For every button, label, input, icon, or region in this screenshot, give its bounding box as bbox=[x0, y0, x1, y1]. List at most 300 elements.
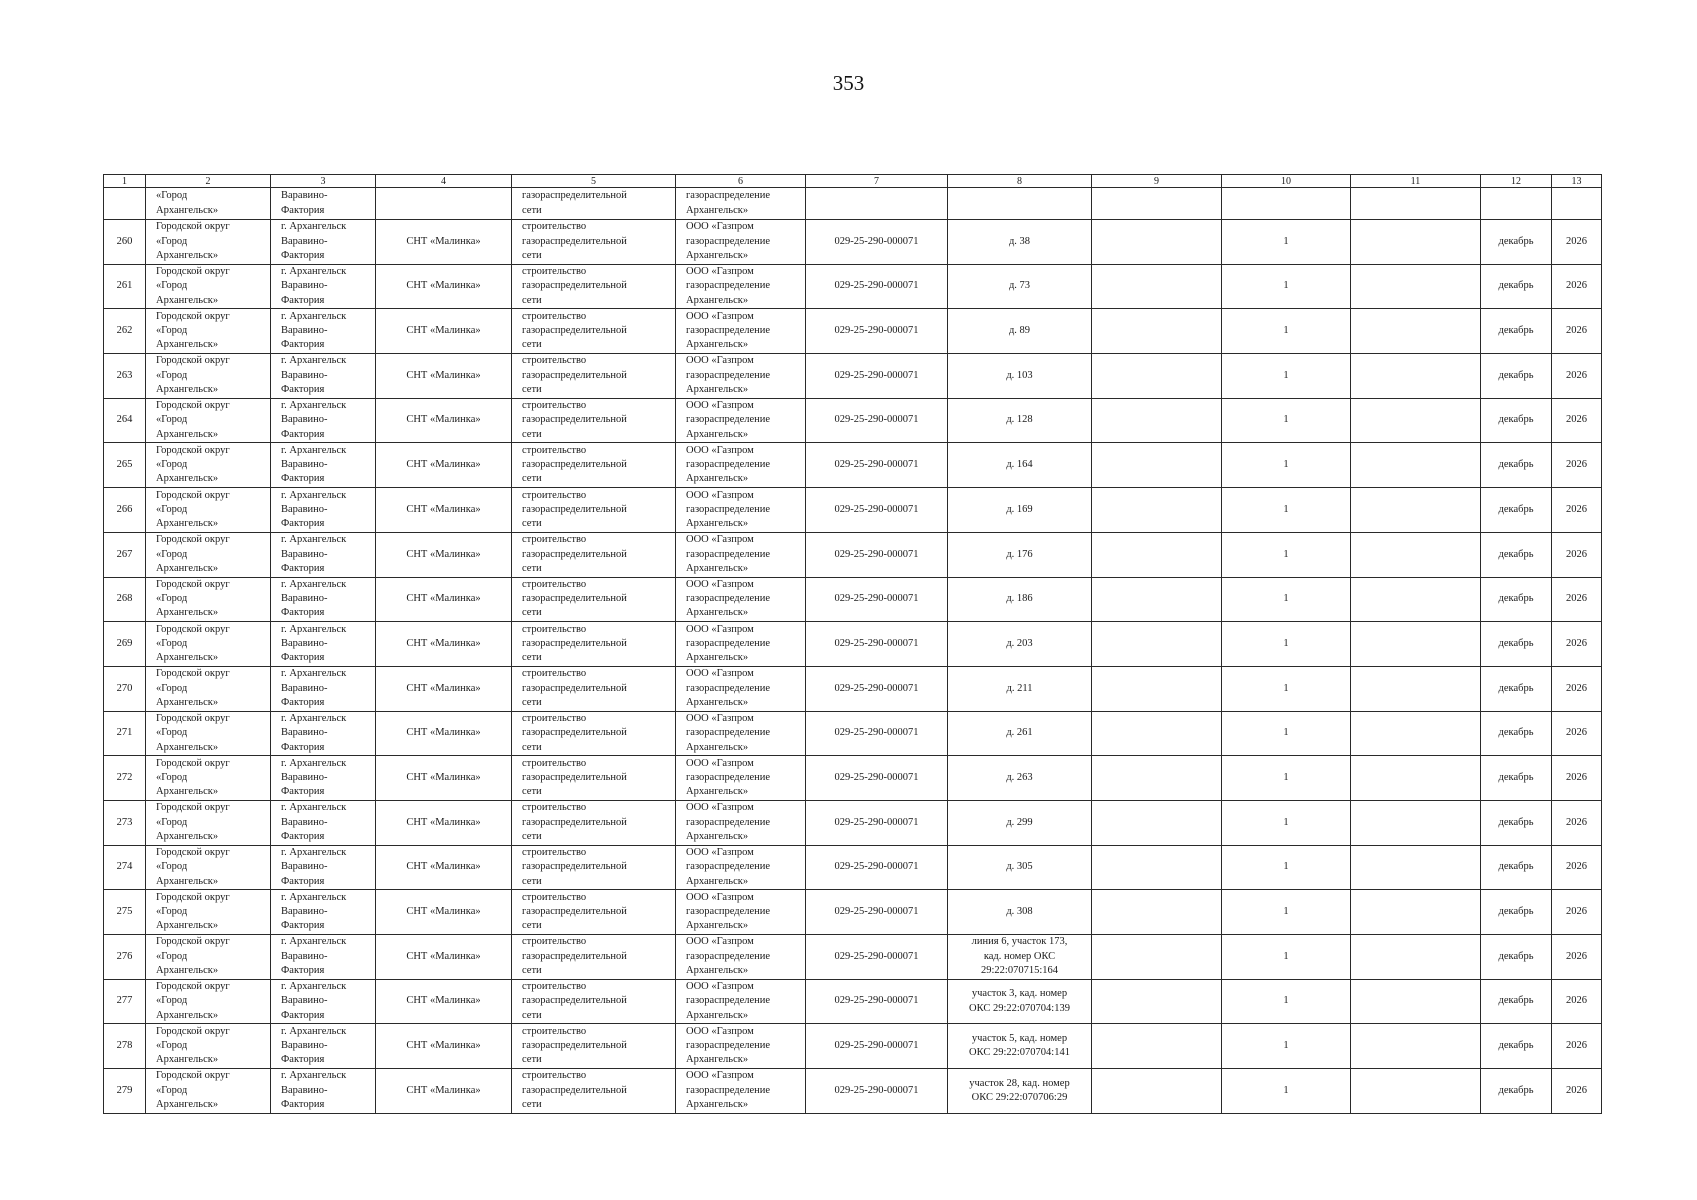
cell-locality: г. Архангельск Варавино- Фактория bbox=[271, 935, 376, 980]
cell-quantity: 1 bbox=[1222, 666, 1351, 711]
cell-address: д. 263 bbox=[948, 756, 1092, 801]
table-row bbox=[104, 845, 1602, 890]
cell-quantity: 1 bbox=[1222, 488, 1351, 533]
cell-row-number: 263 bbox=[104, 354, 146, 399]
cell-col-9 bbox=[1092, 890, 1222, 935]
cell-object: СНТ «Малинка» bbox=[376, 577, 512, 622]
table-row bbox=[104, 890, 1602, 935]
cell-organization: ООО «Газпром газораспределение Архангельск» bbox=[676, 264, 806, 309]
cell-quantity: 1 bbox=[1222, 845, 1351, 890]
cell-work-type: строительство газораспределительной сети bbox=[512, 264, 676, 309]
cell-col-9 bbox=[1092, 532, 1222, 577]
cell-col-9 bbox=[1092, 935, 1222, 980]
cell-object: СНТ «Малинка» bbox=[376, 1069, 512, 1114]
cell-address: д. 73 bbox=[948, 264, 1092, 309]
cell-year: 2026 bbox=[1552, 443, 1602, 488]
cell-address: д. 128 bbox=[948, 398, 1092, 443]
cell-organization: газораспределение Архангельск» bbox=[676, 188, 806, 220]
cell-code: 029-25-290-000071 bbox=[806, 532, 948, 577]
cell-locality: г. Архангельск Варавино- Фактория bbox=[271, 979, 376, 1024]
cell-col-11 bbox=[1351, 220, 1481, 265]
cell-code: 029-25-290-000071 bbox=[806, 666, 948, 711]
cell-object: СНТ «Малинка» bbox=[376, 800, 512, 845]
cell-organization: ООО «Газпром газораспределение Архангельск» bbox=[676, 800, 806, 845]
table-row bbox=[104, 711, 1602, 756]
cell-col-9 bbox=[1092, 264, 1222, 309]
table-row bbox=[104, 1024, 1602, 1069]
cell-address: д. 89 bbox=[948, 309, 1092, 354]
cell-year: 2026 bbox=[1552, 756, 1602, 801]
cell-year: 2026 bbox=[1552, 354, 1602, 399]
cell-locality: г. Архангельск Варавино- Фактория bbox=[271, 264, 376, 309]
cell-work-type: строительство газораспределительной сети bbox=[512, 935, 676, 980]
cell-row-number: 279 bbox=[104, 1069, 146, 1114]
cell-col-11 bbox=[1351, 845, 1481, 890]
cell-col-9 bbox=[1092, 622, 1222, 667]
cell-municipality: Городской округ «Город Архангельск» bbox=[146, 756, 271, 801]
cell-quantity: 1 bbox=[1222, 800, 1351, 845]
cell-organization: ООО «Газпром газораспределение Архангельск» bbox=[676, 577, 806, 622]
cell-locality: г. Архангельск Варавино- Фактория bbox=[271, 711, 376, 756]
cell-col-9 bbox=[1092, 800, 1222, 845]
cell-organization: ООО «Газпром газораспределение Архангельск» bbox=[676, 1069, 806, 1114]
cell-object: СНТ «Малинка» bbox=[376, 532, 512, 577]
cell-object: СНТ «Малинка» bbox=[376, 309, 512, 354]
cell-row-number: 271 bbox=[104, 711, 146, 756]
table-header-row bbox=[104, 175, 1602, 188]
cell-municipality: Городской округ «Город Архангельск» bbox=[146, 354, 271, 399]
cell-municipality: Городской округ «Город Архангельск» bbox=[146, 577, 271, 622]
cell-year: 2026 bbox=[1552, 532, 1602, 577]
cell-address: участок 3, кад. номер ОКС 29:22:070704:139 bbox=[948, 979, 1092, 1024]
cell-object: СНТ «Малинка» bbox=[376, 1024, 512, 1069]
cell-col-9 bbox=[1092, 443, 1222, 488]
cell-object: СНТ «Малинка» bbox=[376, 845, 512, 890]
cell-code: 029-25-290-000071 bbox=[806, 622, 948, 667]
table-row bbox=[104, 756, 1602, 801]
page-number: 353 bbox=[832, 71, 865, 95]
cell-work-type: строительство газораспределительной сети bbox=[512, 622, 676, 667]
cell-row-number: 266 bbox=[104, 488, 146, 533]
cell-work-type: строительство газораспределительной сети bbox=[512, 220, 676, 265]
cell-row-number: 270 bbox=[104, 666, 146, 711]
cell-year: 2026 bbox=[1552, 1024, 1602, 1069]
cell-month: декабрь bbox=[1481, 890, 1552, 935]
cell-quantity bbox=[1222, 188, 1351, 220]
cell-month: декабрь bbox=[1481, 309, 1552, 354]
cell-locality: Варавино- Фактория bbox=[271, 188, 376, 220]
cell-year: 2026 bbox=[1552, 622, 1602, 667]
table-row bbox=[104, 1069, 1602, 1114]
cell-organization: ООО «Газпром газораспределение Архангельск» bbox=[676, 532, 806, 577]
table-row bbox=[104, 800, 1602, 845]
cell-object: СНТ «Малинка» bbox=[376, 443, 512, 488]
table-row bbox=[104, 666, 1602, 711]
cell-locality: г. Архангельск Варавино- Фактория bbox=[271, 398, 376, 443]
cell-col-11 bbox=[1351, 756, 1481, 801]
cell-organization: ООО «Газпром газораспределение Архангельск» bbox=[676, 220, 806, 265]
cell-municipality: Городской округ «Город Архангельск» bbox=[146, 1069, 271, 1114]
cell-year: 2026 bbox=[1552, 220, 1602, 265]
cell-locality: г. Архангельск Варавино- Фактория bbox=[271, 800, 376, 845]
cell-col-9 bbox=[1092, 354, 1222, 399]
cell-locality: г. Архангельск Варавино- Фактория bbox=[271, 220, 376, 265]
cell-organization: ООО «Газпром газораспределение Архангельск» bbox=[676, 666, 806, 711]
cell-col-11 bbox=[1351, 1024, 1481, 1069]
table-row bbox=[104, 622, 1602, 667]
cell-locality: г. Архангельск Варавино- Фактория bbox=[271, 532, 376, 577]
cell-quantity: 1 bbox=[1222, 220, 1351, 265]
cell-col-11 bbox=[1351, 890, 1481, 935]
cell-year: 2026 bbox=[1552, 577, 1602, 622]
cell-address: д. 305 bbox=[948, 845, 1092, 890]
cell-col-11 bbox=[1351, 443, 1481, 488]
cell-col-11 bbox=[1351, 577, 1481, 622]
column-header: 2 bbox=[146, 175, 271, 188]
cell-code: 029-25-290-000071 bbox=[806, 264, 948, 309]
cell-year: 2026 bbox=[1552, 979, 1602, 1024]
cell-work-type: строительство газораспределительной сети bbox=[512, 890, 676, 935]
cell-row-number: 275 bbox=[104, 890, 146, 935]
cell-row-number: 274 bbox=[104, 845, 146, 890]
column-header: 6 bbox=[676, 175, 806, 188]
cell-col-11 bbox=[1351, 532, 1481, 577]
cell-month: декабрь bbox=[1481, 488, 1552, 533]
cell-organization: ООО «Газпром газораспределение Архангельск» bbox=[676, 979, 806, 1024]
cell-col-11 bbox=[1351, 979, 1481, 1024]
cell-code: 029-25-290-000071 bbox=[806, 309, 948, 354]
cell-month: декабрь bbox=[1481, 1069, 1552, 1114]
cell-row-number: 273 bbox=[104, 800, 146, 845]
cell-month: декабрь bbox=[1481, 354, 1552, 399]
cell-col-9 bbox=[1092, 666, 1222, 711]
cell-work-type: строительство газораспределительной сети bbox=[512, 1024, 676, 1069]
cell-year: 2026 bbox=[1552, 309, 1602, 354]
cell-quantity: 1 bbox=[1222, 1024, 1351, 1069]
cell-month bbox=[1481, 188, 1552, 220]
table-row bbox=[104, 309, 1602, 354]
cell-municipality: Городской округ «Город Архангельск» bbox=[146, 488, 271, 533]
cell-locality: г. Архангельск Варавино- Фактория bbox=[271, 488, 376, 533]
cell-organization: ООО «Газпром газораспределение Архангельск» bbox=[676, 756, 806, 801]
cell-organization: ООО «Газпром газораспределение Архангельск» bbox=[676, 711, 806, 756]
cell-address: д. 103 bbox=[948, 354, 1092, 399]
cell-locality: г. Архангельск Варавино- Фактория bbox=[271, 890, 376, 935]
cell-locality: г. Архангельск Варавино- Фактория bbox=[271, 845, 376, 890]
cell-address: д. 299 bbox=[948, 800, 1092, 845]
cell-code: 029-25-290-000071 bbox=[806, 443, 948, 488]
table-row bbox=[104, 354, 1602, 399]
column-header: 4 bbox=[376, 175, 512, 188]
column-header: 8 bbox=[948, 175, 1092, 188]
cell-month: декабрь bbox=[1481, 264, 1552, 309]
cell-address: д. 169 bbox=[948, 488, 1092, 533]
cell-col-9 bbox=[1092, 1069, 1222, 1114]
cell-col-9 bbox=[1092, 577, 1222, 622]
cell-code bbox=[806, 188, 948, 220]
cell-code: 029-25-290-000071 bbox=[806, 354, 948, 399]
cell-address: д. 203 bbox=[948, 622, 1092, 667]
cell-code: 029-25-290-000071 bbox=[806, 845, 948, 890]
cell-object: СНТ «Малинка» bbox=[376, 398, 512, 443]
cell-quantity: 1 bbox=[1222, 622, 1351, 667]
cell-organization: ООО «Газпром газораспределение Архангельск» bbox=[676, 398, 806, 443]
cell-code: 029-25-290-000071 bbox=[806, 488, 948, 533]
cell-work-type: строительство газораспределительной сети bbox=[512, 488, 676, 533]
cell-municipality: Городской округ «Город Архангельск» bbox=[146, 979, 271, 1024]
cell-organization: ООО «Газпром газораспределение Архангельск» bbox=[676, 890, 806, 935]
cell-year: 2026 bbox=[1552, 1069, 1602, 1114]
cell-month: декабрь bbox=[1481, 1024, 1552, 1069]
cell-work-type: строительство газораспределительной сети bbox=[512, 1069, 676, 1114]
column-header: 9 bbox=[1092, 175, 1222, 188]
cell-year: 2026 bbox=[1552, 398, 1602, 443]
column-header: 5 bbox=[512, 175, 676, 188]
cell-municipality: Городской округ «Город Архангельск» bbox=[146, 935, 271, 980]
cell-code: 029-25-290-000071 bbox=[806, 220, 948, 265]
cell-work-type: строительство газораспределительной сети bbox=[512, 532, 676, 577]
table-body bbox=[104, 175, 1602, 1114]
cell-address: участок 28, кад. номер ОКС 29:22:070706:29 bbox=[948, 1069, 1092, 1114]
table-row-continued bbox=[104, 188, 1602, 220]
cell-month: декабрь bbox=[1481, 845, 1552, 890]
cell-quantity: 1 bbox=[1222, 1069, 1351, 1114]
cell-object: СНТ «Малинка» bbox=[376, 264, 512, 309]
cell-work-type: газораспределительной сети bbox=[512, 188, 676, 220]
cell-address: д. 261 bbox=[948, 711, 1092, 756]
cell-municipality: Городской округ «Город Архангельск» bbox=[146, 309, 271, 354]
cell-code: 029-25-290-000071 bbox=[806, 756, 948, 801]
cell-month: декабрь bbox=[1481, 756, 1552, 801]
cell-col-11 bbox=[1351, 488, 1481, 533]
cell-month: декабрь bbox=[1481, 577, 1552, 622]
table-row bbox=[104, 979, 1602, 1024]
column-header: 1 bbox=[104, 175, 146, 188]
cell-col-9 bbox=[1092, 845, 1222, 890]
cell-quantity: 1 bbox=[1222, 309, 1351, 354]
cell-municipality: Городской округ «Город Архангельск» bbox=[146, 532, 271, 577]
cell-municipality: Городской округ «Город Архангельск» bbox=[146, 264, 271, 309]
cell-quantity: 1 bbox=[1222, 443, 1351, 488]
cell-col-9 bbox=[1092, 488, 1222, 533]
table-row bbox=[104, 935, 1602, 980]
cell-month: декабрь bbox=[1481, 398, 1552, 443]
cell-address: д. 211 bbox=[948, 666, 1092, 711]
cell-row-number: 277 bbox=[104, 979, 146, 1024]
cell-row-number: 261 bbox=[104, 264, 146, 309]
cell-address: д. 308 bbox=[948, 890, 1092, 935]
cell-address: д. 38 bbox=[948, 220, 1092, 265]
cell-row-number: 267 bbox=[104, 532, 146, 577]
cell-row-number: 276 bbox=[104, 935, 146, 980]
cell-locality: г. Архангельск Варавино- Фактория bbox=[271, 1069, 376, 1114]
cell-row-number: 269 bbox=[104, 622, 146, 667]
cell-object: СНТ «Малинка» bbox=[376, 622, 512, 667]
cell-quantity: 1 bbox=[1222, 890, 1351, 935]
cell-work-type: строительство газораспределительной сети bbox=[512, 354, 676, 399]
cell-object: СНТ «Малинка» bbox=[376, 488, 512, 533]
column-header: 13 bbox=[1552, 175, 1602, 188]
cell-year: 2026 bbox=[1552, 711, 1602, 756]
cell-col-11 bbox=[1351, 398, 1481, 443]
cell-row-number: 262 bbox=[104, 309, 146, 354]
cell-col-11 bbox=[1351, 622, 1481, 667]
cell-month: декабрь bbox=[1481, 935, 1552, 980]
cell-address: д. 186 bbox=[948, 577, 1092, 622]
cell-col-11 bbox=[1351, 264, 1481, 309]
cell-col-9 bbox=[1092, 309, 1222, 354]
table-row bbox=[104, 577, 1602, 622]
cell-quantity: 1 bbox=[1222, 756, 1351, 801]
cell-code: 029-25-290-000071 bbox=[806, 711, 948, 756]
cell-work-type: строительство газораспределительной сети bbox=[512, 577, 676, 622]
cell-row-number: 264 bbox=[104, 398, 146, 443]
cell-organization: ООО «Газпром газораспределение Архангельск» bbox=[676, 622, 806, 667]
cell-locality: г. Архангельск Варавино- Фактория bbox=[271, 309, 376, 354]
cell-object: СНТ «Малинка» bbox=[376, 711, 512, 756]
table-row bbox=[104, 443, 1602, 488]
cell-organization: ООО «Газпром газораспределение Архангельск» bbox=[676, 354, 806, 399]
table-row bbox=[104, 488, 1602, 533]
cell-year: 2026 bbox=[1552, 666, 1602, 711]
cell-municipality: Городской округ «Город Архангельск» bbox=[146, 443, 271, 488]
cell-year: 2026 bbox=[1552, 800, 1602, 845]
cell-work-type: строительство газораспределительной сети bbox=[512, 845, 676, 890]
cell-locality: г. Архангельск Варавино- Фактория bbox=[271, 622, 376, 667]
cell-work-type: строительство газораспределительной сети bbox=[512, 443, 676, 488]
cell-col-9 bbox=[1092, 398, 1222, 443]
cell-locality: г. Архангельск Варавино- Фактория bbox=[271, 577, 376, 622]
cell-year: 2026 bbox=[1552, 488, 1602, 533]
cell-month: декабрь bbox=[1481, 800, 1552, 845]
cell-year: 2026 bbox=[1552, 890, 1602, 935]
cell-object bbox=[376, 188, 512, 220]
cell-code: 029-25-290-000071 bbox=[806, 1069, 948, 1114]
cell-address: линия 6, участок 173, кад. номер ОКС 29:22:070715:164 bbox=[948, 935, 1092, 980]
cell-year: 2026 bbox=[1552, 845, 1602, 890]
column-header: 10 bbox=[1222, 175, 1351, 188]
cell-row-number: 265 bbox=[104, 443, 146, 488]
cell-municipality: Городской округ «Город Архангельск» bbox=[146, 220, 271, 265]
cell-code: 029-25-290-000071 bbox=[806, 398, 948, 443]
table-row bbox=[104, 220, 1602, 265]
cell-col-11 bbox=[1351, 188, 1481, 220]
cell-object: СНТ «Малинка» bbox=[376, 220, 512, 265]
cell-col-11 bbox=[1351, 800, 1481, 845]
table-row bbox=[104, 532, 1602, 577]
cell-work-type: строительство газораспределительной сети bbox=[512, 666, 676, 711]
cell-work-type: строительство газораспределительной сети bbox=[512, 800, 676, 845]
cell-municipality: Городской округ «Город Архангельск» bbox=[146, 666, 271, 711]
cell-address: д. 164 bbox=[948, 443, 1092, 488]
cell-month: декабрь bbox=[1481, 666, 1552, 711]
cell-organization: ООО «Газпром газораспределение Архангельск» bbox=[676, 309, 806, 354]
cell-quantity: 1 bbox=[1222, 577, 1351, 622]
cell-col-11 bbox=[1351, 309, 1481, 354]
cell-municipality: Городской округ «Город Архангельск» bbox=[146, 711, 271, 756]
cell-code: 029-25-290-000071 bbox=[806, 577, 948, 622]
cell-quantity: 1 bbox=[1222, 264, 1351, 309]
cell-organization: ООО «Газпром газораспределение Архангельск» bbox=[676, 443, 806, 488]
cell-municipality: Городской округ «Город Архангельск» bbox=[146, 845, 271, 890]
cell-month: декабрь bbox=[1481, 711, 1552, 756]
cell-col-11 bbox=[1351, 1069, 1481, 1114]
cell-address: д. 176 bbox=[948, 532, 1092, 577]
cell-col-11 bbox=[1351, 666, 1481, 711]
cell-work-type: строительство газораспределительной сети bbox=[512, 711, 676, 756]
table-row bbox=[104, 264, 1602, 309]
cell-municipality: «Город Архангельск» bbox=[146, 188, 271, 220]
cell-object: СНТ «Малинка» bbox=[376, 354, 512, 399]
cell-code: 029-25-290-000071 bbox=[806, 800, 948, 845]
cell-work-type: строительство газораспределительной сети bbox=[512, 756, 676, 801]
cell-object: СНТ «Малинка» bbox=[376, 756, 512, 801]
cell-address bbox=[948, 188, 1092, 220]
cell-organization: ООО «Газпром газораспределение Архангельск» bbox=[676, 1024, 806, 1069]
column-header: 3 bbox=[271, 175, 376, 188]
cell-row-number: 260 bbox=[104, 220, 146, 265]
cell-locality: г. Архангельск Варавино- Фактория bbox=[271, 756, 376, 801]
cell-work-type: строительство газораспределительной сети bbox=[512, 309, 676, 354]
column-header: 7 bbox=[806, 175, 948, 188]
cell-locality: г. Архангельск Варавино- Фактория bbox=[271, 666, 376, 711]
cell-col-9 bbox=[1092, 1024, 1222, 1069]
column-header: 12 bbox=[1481, 175, 1552, 188]
data-table bbox=[103, 174, 1602, 1114]
cell-col-11 bbox=[1351, 711, 1481, 756]
cell-quantity: 1 bbox=[1222, 398, 1351, 443]
cell-col-9 bbox=[1092, 756, 1222, 801]
cell-quantity: 1 bbox=[1222, 354, 1351, 399]
cell-col-9 bbox=[1092, 711, 1222, 756]
cell-code: 029-25-290-000071 bbox=[806, 890, 948, 935]
cell-code: 029-25-290-000071 bbox=[806, 1024, 948, 1069]
cell-municipality: Городской округ «Город Архангельск» bbox=[146, 890, 271, 935]
cell-municipality: Городской округ «Город Архангельск» bbox=[146, 1024, 271, 1069]
cell-organization: ООО «Газпром газораспределение Архангельск» bbox=[676, 935, 806, 980]
cell-quantity: 1 bbox=[1222, 979, 1351, 1024]
cell-organization: ООО «Газпром газораспределение Архангельск» bbox=[676, 488, 806, 533]
cell-month: декабрь bbox=[1481, 220, 1552, 265]
cell-object: СНТ «Малинка» bbox=[376, 666, 512, 711]
cell-col-11 bbox=[1351, 935, 1481, 980]
cell-quantity: 1 bbox=[1222, 935, 1351, 980]
cell-year bbox=[1552, 188, 1602, 220]
cell-row-number: 278 bbox=[104, 1024, 146, 1069]
cell-work-type: строительство газораспределительной сети bbox=[512, 979, 676, 1024]
cell-code: 029-25-290-000071 bbox=[806, 935, 948, 980]
cell-object: СНТ «Малинка» bbox=[376, 890, 512, 935]
cell-quantity: 1 bbox=[1222, 532, 1351, 577]
cell-municipality: Городской округ «Город Архангельск» bbox=[146, 398, 271, 443]
cell-row-number: 268 bbox=[104, 577, 146, 622]
cell-month: декабрь bbox=[1481, 532, 1552, 577]
cell-municipality: Городской округ «Город Архангельск» bbox=[146, 800, 271, 845]
cell-col-9 bbox=[1092, 979, 1222, 1024]
cell-year: 2026 bbox=[1552, 264, 1602, 309]
cell-row-number: 272 bbox=[104, 756, 146, 801]
column-header: 11 bbox=[1351, 175, 1481, 188]
cell-address: участок 5, кад. номер ОКС 29:22:070704:141 bbox=[948, 1024, 1092, 1069]
cell-object: СНТ «Малинка» bbox=[376, 935, 512, 980]
cell-month: декабрь bbox=[1481, 443, 1552, 488]
cell-code: 029-25-290-000071 bbox=[806, 979, 948, 1024]
cell-month: декабрь bbox=[1481, 622, 1552, 667]
cell-organization: ООО «Газпром газораспределение Архангельск» bbox=[676, 845, 806, 890]
cell-quantity: 1 bbox=[1222, 711, 1351, 756]
cell-locality: г. Архангельск Варавино- Фактория bbox=[271, 443, 376, 488]
cell-col-11 bbox=[1351, 354, 1481, 399]
